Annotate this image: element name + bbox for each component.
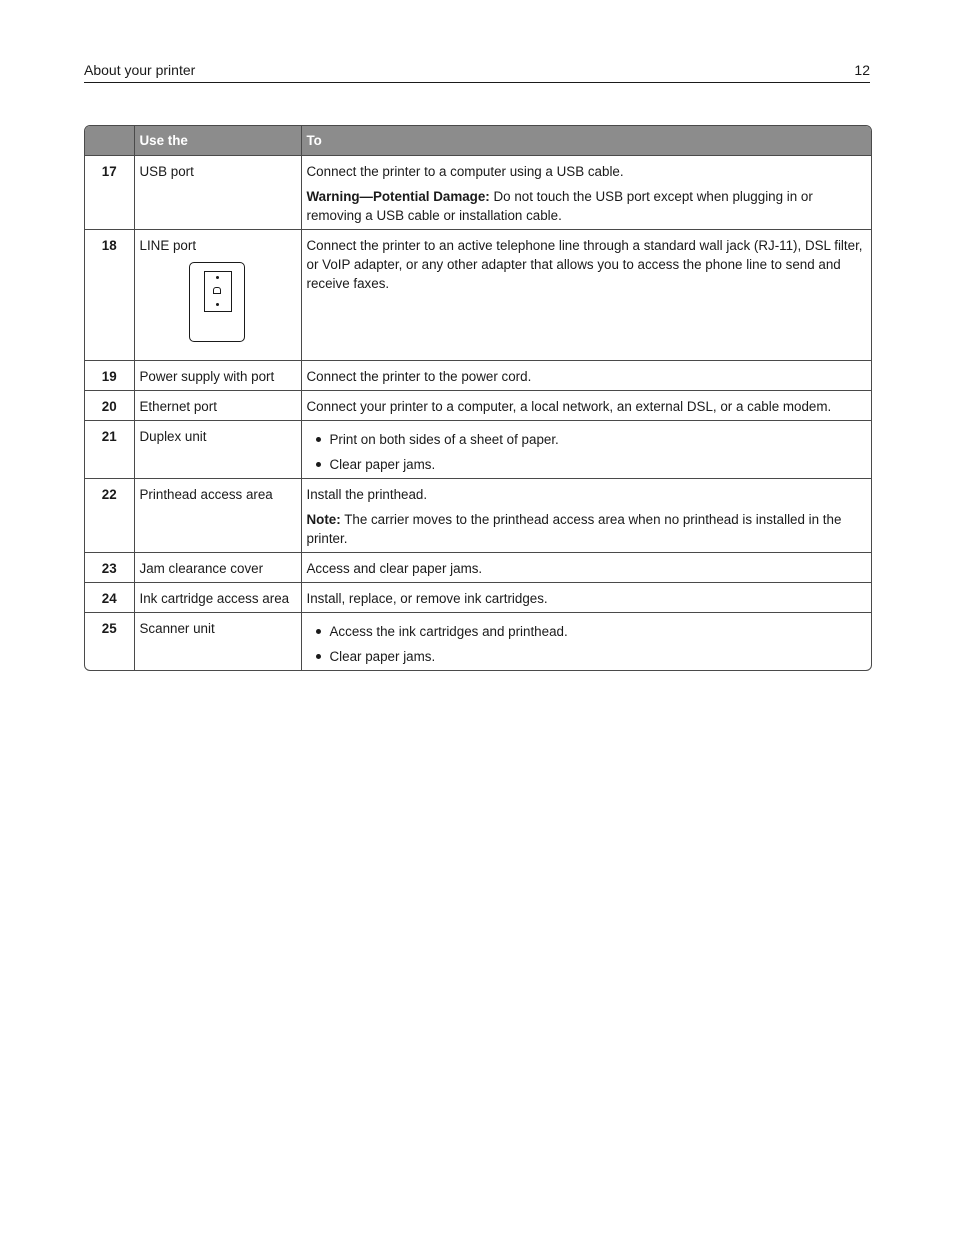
part-name-cell	[134, 230, 301, 361]
row-number: 22	[85, 479, 134, 553]
part-description: Connect the printer to the power cord.	[301, 361, 871, 391]
table-row	[85, 421, 871, 479]
row-number: 25	[85, 613, 134, 671]
part-name: LINE port	[139, 238, 197, 253]
wall-phone-jack-icon	[189, 262, 245, 342]
row-number: 23	[85, 553, 134, 583]
note-text: The carrier moves to the printhead access area when no printhead is installed in the printer.	[306, 512, 842, 546]
table-row	[85, 230, 871, 361]
part-name: Ethernet port	[134, 391, 301, 421]
part-description	[301, 156, 871, 230]
part-name: Duplex unit	[134, 421, 301, 479]
running-header	[84, 60, 870, 83]
part-description	[301, 421, 871, 479]
table-row	[85, 391, 871, 421]
part-name: Printhead access area	[134, 479, 301, 553]
part-description: Install, replace, or remove ink cartridges.	[301, 583, 871, 613]
row-number: 24	[85, 583, 134, 613]
part-name: Ink cartridge access area	[134, 583, 301, 613]
row-number: 18	[85, 230, 134, 361]
part-description	[301, 479, 871, 553]
part-name: Power supply with port	[134, 361, 301, 391]
description-text: Connect the printer to a computer using a USB cable.	[306, 164, 624, 179]
printer-parts-table	[84, 125, 872, 671]
row-number: 21	[85, 421, 134, 479]
column-header-number	[85, 126, 134, 156]
table-row	[85, 553, 871, 583]
list-item: Clear paper jams.	[307, 455, 867, 474]
list-item: Clear paper jams.	[307, 647, 867, 666]
page-number: 12	[854, 62, 870, 78]
part-name: Jam clearance cover	[134, 553, 301, 583]
table-row	[85, 583, 871, 613]
part-description: Connect the printer to an active telephone line through a standard wall jack (RJ‑11), DSL filter, or VoIP adapter, or any other adapter that allows you to access the phone line to send and receive faxes.	[301, 230, 871, 361]
part-description	[301, 613, 871, 671]
warning-note	[307, 187, 867, 225]
table-row	[85, 613, 871, 671]
description-text: Install the printhead.	[306, 487, 428, 502]
bullet-list	[307, 622, 867, 666]
note	[307, 510, 867, 548]
column-header-to: To	[301, 126, 871, 156]
part-description: Access and clear paper jams.	[301, 553, 871, 583]
table-row	[85, 156, 871, 230]
warning-text: Do not touch the USB port except when plugging in or removing a USB cable or installation cable.	[306, 189, 813, 223]
row-number: 17	[85, 156, 134, 230]
row-number: 19	[85, 361, 134, 391]
row-number: 20	[85, 391, 134, 421]
note-label: Note:	[306, 512, 341, 527]
part-description: Connect your printer to a computer, a local network, an external DSL, or a cable modem.	[301, 391, 871, 421]
part-name: USB port	[134, 156, 301, 230]
warning-label: Warning—Potential Damage:	[306, 189, 490, 204]
table-row	[85, 479, 871, 553]
table-row	[85, 361, 871, 391]
column-header-use-the: Use the	[134, 126, 301, 156]
list-item: Print on both sides of a sheet of paper.	[307, 430, 867, 449]
list-item: Access the ink cartridges and printhead.	[307, 622, 867, 641]
part-name: Scanner unit	[134, 613, 301, 671]
section-title: About your printer	[84, 62, 196, 78]
table-header-row	[85, 126, 871, 156]
bullet-list	[307, 430, 867, 474]
